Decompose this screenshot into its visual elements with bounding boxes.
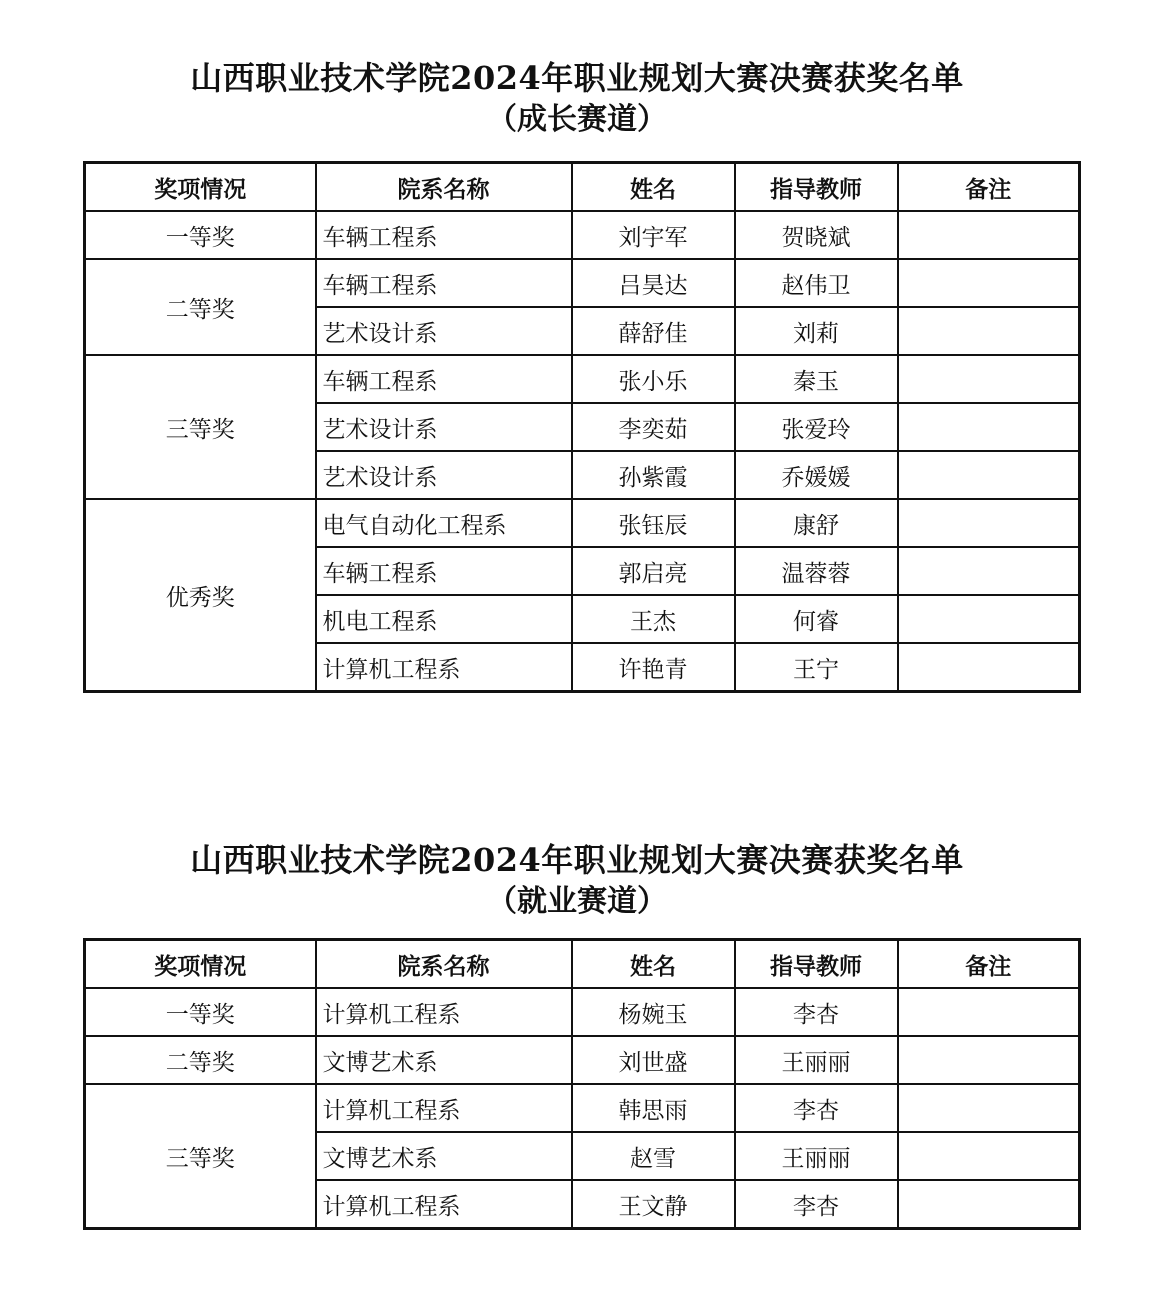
- table-row: [85, 1084, 1080, 1132]
- header-note: 备注: [898, 163, 1080, 212]
- teacher-cell: 李杏: [735, 988, 898, 1036]
- header-award: 奖项情况: [85, 163, 316, 212]
- table-row: [85, 355, 1080, 403]
- teacher-cell: 温蓉蓉: [735, 547, 898, 595]
- header-note: 备注: [898, 940, 1080, 989]
- teacher-cell: 王丽丽: [735, 1036, 898, 1084]
- department-cell: 计算机工程系: [316, 988, 572, 1036]
- name-cell: 张钰辰: [572, 499, 735, 547]
- name-cell: 刘宇军: [572, 211, 735, 259]
- table-row: [85, 988, 1080, 1036]
- note-cell: [898, 1132, 1080, 1180]
- award-cell: 三等奖: [85, 1084, 316, 1229]
- award-cell: 优秀奖: [85, 499, 316, 692]
- name-cell: 郭启亮: [572, 547, 735, 595]
- department-cell: 车辆工程系: [316, 355, 572, 403]
- teacher-cell: 赵伟卫: [735, 259, 898, 307]
- table-row: [85, 1036, 1080, 1084]
- table-row: [85, 499, 1080, 547]
- table-row: [85, 211, 1080, 259]
- name-cell: 韩思雨: [572, 1084, 735, 1132]
- note-cell: [898, 1180, 1080, 1229]
- teacher-cell: 何睿: [735, 595, 898, 643]
- note-cell: [898, 547, 1080, 595]
- name-cell: 孙紫霞: [572, 451, 735, 499]
- department-cell: 艺术设计系: [316, 307, 572, 355]
- award-table-employment-track: [83, 938, 1081, 1230]
- department-cell: 车辆工程系: [316, 259, 572, 307]
- name-cell: 许艳青: [572, 643, 735, 692]
- name-cell: 薛舒佳: [572, 307, 735, 355]
- note-cell: [898, 1036, 1080, 1084]
- department-cell: 艺术设计系: [316, 403, 572, 451]
- department-cell: 文博艺术系: [316, 1132, 572, 1180]
- note-cell: [898, 499, 1080, 547]
- table-row: [85, 259, 1080, 307]
- name-cell: 王文静: [572, 1180, 735, 1229]
- table-header-row: [85, 163, 1080, 212]
- note-cell: [898, 307, 1080, 355]
- note-cell: [898, 451, 1080, 499]
- award-cell: 二等奖: [85, 1036, 316, 1084]
- award-cell: 二等奖: [85, 259, 316, 355]
- department-cell: 计算机工程系: [316, 643, 572, 692]
- name-cell: 王杰: [572, 595, 735, 643]
- name-cell: 刘世盛: [572, 1036, 735, 1084]
- name-cell: 李奕茹: [572, 403, 735, 451]
- note-cell: [898, 643, 1080, 692]
- note-cell: [898, 211, 1080, 259]
- department-cell: 艺术设计系: [316, 451, 572, 499]
- document-subtitle-growth-track: （成长赛道）: [487, 102, 667, 137]
- teacher-cell: 王宁: [735, 643, 898, 692]
- table-body: [85, 211, 1080, 692]
- note-cell: [898, 1084, 1080, 1132]
- name-cell: 吕昊达: [572, 259, 735, 307]
- department-cell: 机电工程系: [316, 595, 572, 643]
- teacher-cell: 秦玉: [735, 355, 898, 403]
- award-cell: 三等奖: [85, 355, 316, 499]
- note-cell: [898, 355, 1080, 403]
- name-cell: 赵雪: [572, 1132, 735, 1180]
- award-cell: 一等奖: [85, 211, 316, 259]
- award-table-growth-track: [83, 161, 1081, 693]
- teacher-cell: 李杏: [735, 1084, 898, 1132]
- teacher-cell: 刘莉: [735, 307, 898, 355]
- name-cell: 杨婉玉: [572, 988, 735, 1036]
- department-cell: 计算机工程系: [316, 1180, 572, 1229]
- teacher-cell: 贺晓斌: [735, 211, 898, 259]
- table-body: [85, 988, 1080, 1229]
- document-title-employment-track: 山西职业技术学院2024年职业规划大赛决赛获奖名单: [190, 841, 964, 879]
- document-title-growth-track: 山西职业技术学院2024年职业规划大赛决赛获奖名单: [190, 59, 964, 97]
- department-cell: 车辆工程系: [316, 547, 572, 595]
- header-award: 奖项情况: [85, 940, 316, 989]
- header-department: 院系名称: [316, 940, 572, 989]
- header-teacher: 指导教师: [735, 163, 898, 212]
- note-cell: [898, 595, 1080, 643]
- name-cell: 张小乐: [572, 355, 735, 403]
- department-cell: 电气自动化工程系: [316, 499, 572, 547]
- teacher-cell: 乔媛媛: [735, 451, 898, 499]
- header-name: 姓名: [572, 940, 735, 989]
- note-cell: [898, 988, 1080, 1036]
- header-teacher: 指导教师: [735, 940, 898, 989]
- header-department: 院系名称: [316, 163, 572, 212]
- department-cell: 车辆工程系: [316, 211, 572, 259]
- teacher-cell: 王丽丽: [735, 1132, 898, 1180]
- teacher-cell: 张爱玲: [735, 403, 898, 451]
- table-header-row: [85, 940, 1080, 989]
- document-subtitle-employment-track: （就业赛道）: [487, 884, 667, 919]
- department-cell: 文博艺术系: [316, 1036, 572, 1084]
- note-cell: [898, 259, 1080, 307]
- award-cell: 一等奖: [85, 988, 316, 1036]
- header-name: 姓名: [572, 163, 735, 212]
- note-cell: [898, 403, 1080, 451]
- teacher-cell: 康舒: [735, 499, 898, 547]
- teacher-cell: 李杏: [735, 1180, 898, 1229]
- department-cell: 计算机工程系: [316, 1084, 572, 1132]
